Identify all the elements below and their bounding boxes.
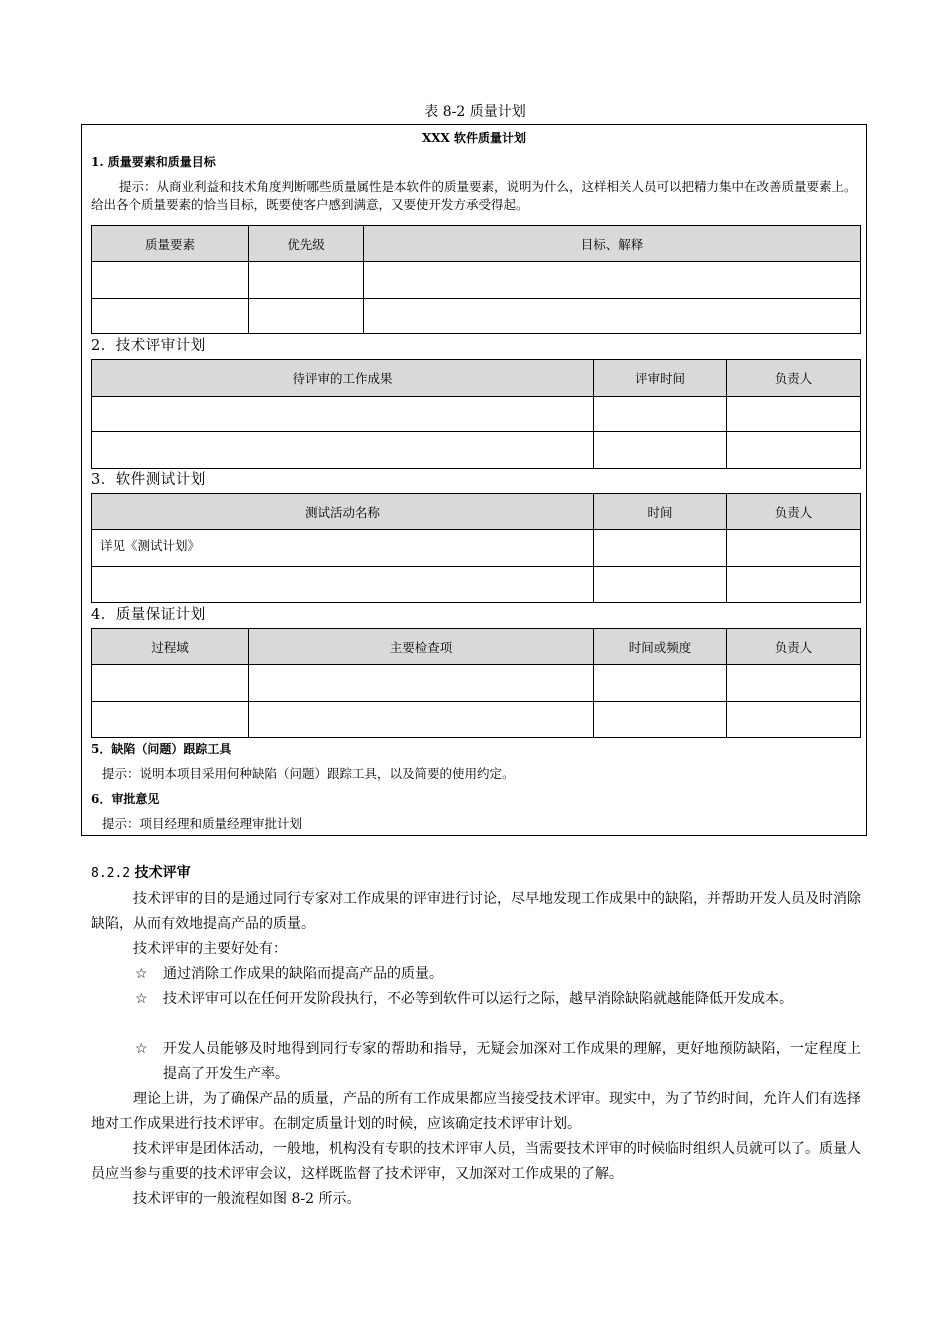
table-cell (364, 299, 861, 334)
table-cell (594, 397, 727, 432)
quality-elements-table (91, 225, 861, 334)
table-row (92, 262, 861, 299)
table-header-row (92, 226, 861, 262)
paragraph-process-ref: 技术评审的一般流程如图 8-2 所示。 (133, 1191, 361, 1207)
quality-plan-form (81, 124, 867, 836)
header-owner: 负责人 (727, 494, 861, 530)
table-cell (92, 665, 249, 702)
header-check-items: 主要检查项 (249, 629, 594, 665)
table-cell (594, 567, 727, 603)
technical-review-table (91, 359, 861, 469)
star-bullet-icon: ☆ (135, 1041, 148, 1057)
paragraph-theory: 理论上讲，为了确保产品的质量，产品的所有工作成果都应当接受技术评审。现实中，为了节约时间，允许人们有选择地对工作成果进行技术评审。在制定质量计划的时候，应该确定技术评审计划。 (91, 1091, 861, 1132)
section-5-title: 5．缺陷（问题）跟踪工具 (91, 742, 232, 756)
table-row (92, 665, 861, 702)
header-review-time: 评审时间 (594, 360, 727, 397)
form-title: XXX 软件质量计划 (421, 131, 527, 145)
header-priority: 优先级 (249, 226, 364, 262)
table-row (92, 299, 861, 334)
section-1-title: 1. 质量要素和质量目标 (91, 155, 216, 169)
table-cell (249, 262, 364, 299)
list-item (135, 1037, 861, 1087)
software-test-table (91, 493, 861, 603)
table-cell: 详见《测试计划》 (92, 530, 594, 567)
header-work-product: 待评审的工作成果 (92, 360, 594, 397)
table-cell (92, 397, 594, 432)
table-cell (92, 432, 594, 469)
star-bullet-icon: ☆ (135, 991, 148, 1007)
section-heading (91, 863, 191, 884)
section-6-title: 6．审批意见 (91, 792, 160, 806)
table-cell (92, 702, 249, 738)
table-cell (727, 702, 861, 738)
table-cell (727, 530, 861, 567)
header-process-area: 过程域 (92, 629, 249, 665)
header-owner: 负责人 (727, 629, 861, 665)
section-3-title: 3．软件测试计划 (91, 472, 206, 488)
table-cell (594, 530, 727, 567)
table-cell (594, 665, 727, 702)
table-cell (92, 262, 249, 299)
table-cell (727, 567, 861, 603)
section-number: 8.2.2 (91, 866, 131, 881)
section-4-title: 4．质量保证计划 (91, 607, 206, 623)
header-time-frequency: 时间或频度 (594, 629, 727, 665)
table-cell (594, 432, 727, 469)
paragraph-purpose: 技术评审的目的是通过同行专家对工作成果的评审进行讨论，尽早地发现工作成果中的缺陷，并帮助开发人员及时消除缺陷，从而有效地提高产品的质量。 (91, 891, 861, 932)
header-owner: 负责人 (727, 360, 861, 397)
quality-assurance-table (91, 628, 861, 738)
section-6-hint: 提示：项目经理和质量经理审批计划 (102, 816, 303, 831)
table-header-row (92, 629, 861, 665)
section-1-hint: 提示：从商业利益和技术角度判断哪些质量属性是本软件的质量要素，说明为什么，这样相关人员可以把精力集中在改善质量要素上。给出各个质量要素的恰当目标，既要使客户感到满意，又要使开发方承受得起。 (91, 179, 857, 212)
list-item (135, 987, 861, 1012)
section-title: 技术评审 (134, 865, 191, 881)
header-goal-explanation: 目标、解释 (364, 226, 861, 262)
table-header-row (92, 360, 861, 397)
table-cell (594, 702, 727, 738)
table-cell (249, 299, 364, 334)
list-item (135, 962, 861, 987)
table-cell (727, 665, 861, 702)
list-item-text: 通过消除工作成果的缺陷而提高产品的质量。 (163, 966, 443, 982)
list-item-text: 技术评审可以在任何开发阶段执行，不必等到软件可以运行之际，越早消除缺陷就越能降低开发成本。 (163, 991, 793, 1007)
table-caption: 表 8-2 质量计划 (424, 104, 526, 120)
header-test-activity: 测试活动名称 (92, 494, 594, 530)
header-time: 时间 (594, 494, 727, 530)
table-cell (249, 665, 594, 702)
table-row (92, 397, 861, 432)
table-cell (92, 299, 249, 334)
table-cell (727, 432, 861, 469)
table-row (92, 432, 861, 469)
header-quality-element: 质量要素 (92, 226, 249, 262)
paragraph-benefits-intro: 技术评审的主要好处有： (133, 941, 287, 957)
table-cell (249, 702, 594, 738)
table-header-row (92, 494, 861, 530)
table-cell (727, 397, 861, 432)
section-5-hint: 提示：说明本项目采用何种缺陷（问题）跟踪工具，以及简要的使用约定。 (102, 766, 515, 781)
section-2-title: 2．技术评审计划 (91, 338, 206, 354)
table-row (92, 530, 861, 567)
table-row (92, 567, 861, 603)
list-item-text: 开发人员能够及时地得到同行专家的帮助和指导，无疑会加深对工作成果的理解，更好地预防缺陷，一定程度上提高了开发生产率。 (163, 1041, 861, 1082)
paragraph-team-activity: 技术评审是团体活动，一般地，机构没有专职的技术评审人员，当需要技术评审的时候临时组织人员就可以了。质量人员应当参与重要的技术评审会议，这样既监督了技术评审，又加深对工作成果的了解。 (91, 1141, 861, 1182)
table-cell (92, 567, 594, 603)
table-cell (364, 262, 861, 299)
table-row (92, 702, 861, 738)
star-bullet-icon: ☆ (135, 966, 148, 982)
